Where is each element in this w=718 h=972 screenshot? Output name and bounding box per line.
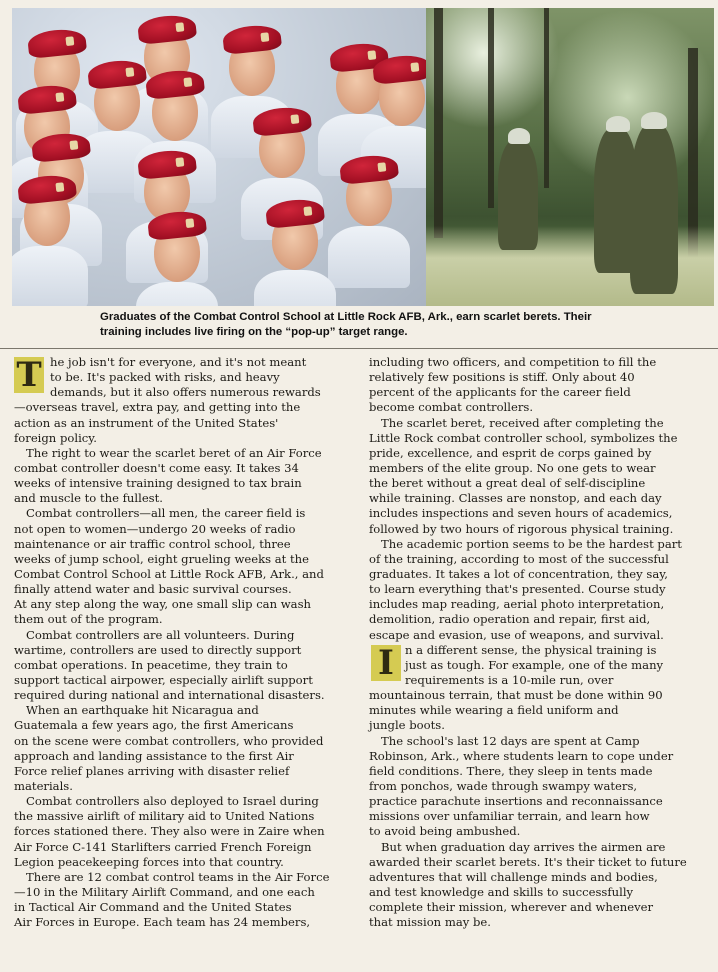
divider xyxy=(0,348,718,349)
text-line: to be. It's packed with risks, and heavy xyxy=(50,370,280,385)
article-column-left xyxy=(14,355,364,930)
drop-cap: I xyxy=(371,645,401,681)
text-line: awarded their scarlet berets. It's their ticket to future xyxy=(369,854,687,869)
text-line: —overseas travel, extra pay, and getting into the xyxy=(14,400,301,415)
text-line: The right to wear the scarlet beret of an Air Force xyxy=(26,445,322,460)
text-line: from ponchos, wade through swampy waters, xyxy=(369,778,638,793)
cadet-figure xyxy=(142,204,212,306)
text-line: Robinson, Ark., where students learn to cope under xyxy=(369,748,674,763)
text-line: approach and landing assistance to the first Air xyxy=(14,748,294,763)
text-line: practice parachute insertions and reconnaissance xyxy=(369,794,663,809)
text-line: Air Force C-141 Starlifters carried French Foreign xyxy=(14,839,312,854)
text-line: Combat controllers—all men, the career field is xyxy=(26,506,306,521)
soldier-figure xyxy=(498,140,538,250)
text-line: wartime, controllers are used to directly support xyxy=(14,642,302,657)
text-line: just as tough. For example, one of the many xyxy=(405,657,664,672)
text-line: he job isn't for everyone, and it's not meant xyxy=(50,355,307,369)
text-line: minutes while wearing a field uniform and xyxy=(369,703,619,718)
text-line: includes map reading, aerial photo interpretation, xyxy=(369,597,665,612)
text-line: Combat controllers are all volunteers. During xyxy=(26,627,295,642)
text-line: members of the elite group. No one gets to wear xyxy=(369,460,656,475)
text-line: them out of the program. xyxy=(14,612,163,627)
text-line: missions over unfamiliar terrain, and learn how xyxy=(369,809,650,824)
text-line: But when graduation day arrives the airmen are xyxy=(381,839,666,854)
caption-line: training includes live firing on the “pop-up” target range. xyxy=(100,326,408,338)
text-line: demands, but it also offers numerous rewards xyxy=(50,385,321,400)
text-line: combat controller doesn't come easy. It takes 34 xyxy=(14,460,299,475)
live-fire-photo xyxy=(426,8,714,306)
text-line: The scarlet beret, received after completing the xyxy=(381,415,664,430)
text-line: that mission may be. xyxy=(369,915,491,930)
text-line: The academic portion seems to be the hardest part xyxy=(381,536,682,551)
text-line: required during national and international disasters. xyxy=(14,688,325,703)
text-line: percent of the applicants for the career field xyxy=(369,385,631,400)
text-line: foreign policy. xyxy=(14,430,97,445)
text-line: field conditions. There, they sleep in tents made xyxy=(369,763,653,778)
text-line: the massive airlift of military aid to United Nations xyxy=(14,809,315,824)
soldier-figure xyxy=(630,124,678,294)
text-line: of the training, according to most of the successful xyxy=(369,551,669,566)
text-line: n a different sense, the physical training is xyxy=(405,642,657,657)
text-line: combat operations. In peacetime, they train to xyxy=(14,657,288,672)
dropcap-paragraph xyxy=(369,643,717,734)
text-line: —10 in the Military Airlift Command, and one each xyxy=(14,884,315,899)
photo-caption xyxy=(100,310,660,340)
text-line: requirements is a 10-mile run, over xyxy=(405,672,614,687)
text-line: Little Rock combat controller school, symbolizes the xyxy=(369,430,678,445)
text-line: complete their mission, wherever and whenever xyxy=(369,900,654,915)
text-line: weeks of intensive training designed to tax brain xyxy=(14,476,302,491)
text-line: while training. Classes are nonstop, and each day xyxy=(369,491,662,506)
text-line: Guatemala a few years ago, the first Americans xyxy=(14,718,294,733)
text-line: support tactical airpower, especially airlift support xyxy=(14,672,313,687)
text-line: and test knowledge and skills to successfully xyxy=(369,884,634,899)
text-line: graduates. It takes a lot of concentration, they say, xyxy=(369,566,668,581)
text-line: At any step along the way, one small slip can wash xyxy=(14,597,311,612)
text-line: followed by two hours of rigorous physical training. xyxy=(369,521,674,536)
text-line: mountainous terrain, that must be done within 90 xyxy=(369,688,663,703)
text-line: finally attend water and basic survival courses. xyxy=(14,582,292,597)
text-line: Force relief planes arriving with disaster relief xyxy=(14,763,290,778)
article-column-right xyxy=(369,355,717,930)
text-line: on the scene were combat controllers, who provided xyxy=(14,733,324,748)
text-line: When an earthquake hit Nicaragua and xyxy=(26,703,259,718)
text-line: the beret without a great deal of self-discipline xyxy=(369,476,646,491)
text-line: to avoid being ambushed. xyxy=(369,824,521,839)
text-line: in Tactical Air Command and the United States xyxy=(14,900,292,915)
text-line: weeks of jump school, eight grueling weeks at the xyxy=(14,551,310,566)
caption-line: Graduates of the Combat Control School at Little Rock AFB, Ark., earn scarlet berets. Their xyxy=(100,311,592,323)
text-line: including two officers, and competition to fill the xyxy=(369,355,657,369)
text-line: Combat controllers also deployed to Israel during xyxy=(26,794,319,809)
text-line: not open to women—undergo 20 weeks of radio xyxy=(14,521,296,536)
text-line: materials. xyxy=(14,778,73,793)
text-line: adventures that will challenge minds and bodies, xyxy=(369,869,658,884)
text-line: The school's last 12 days are spent at Camp xyxy=(381,733,640,748)
text-line: to learn everything that's presented. Course study xyxy=(369,582,666,597)
text-line: and muscle to the fullest. xyxy=(14,491,163,506)
text-line: There are 12 combat control teams in the Air Force xyxy=(26,869,330,884)
text-line: relatively few positions is stiff. Only about 40 xyxy=(369,370,635,385)
text-line: includes inspections and seven hours of academics, xyxy=(369,506,673,521)
cadets-photo xyxy=(12,8,426,306)
cadet-figure xyxy=(12,168,82,288)
cadet-figure xyxy=(260,192,330,306)
text-line: jungle boots. xyxy=(369,718,445,733)
text-line: Legion peacekeeping forces into that country. xyxy=(14,854,284,869)
text-line: forces stationed there. They also were in Zaire when xyxy=(14,824,325,839)
text-line: demolition, radio operation and repair, first aid, xyxy=(369,612,651,627)
text-line: maintenance or air traffic control school, three xyxy=(14,536,291,551)
cadet-figure xyxy=(334,148,404,268)
drop-cap: T xyxy=(14,357,44,393)
text-line: escape and evasion, use of weapons, and survival. xyxy=(369,627,664,642)
text-line: become combat controllers. xyxy=(369,400,534,415)
text-line: Air Forces in Europe. Each team has 24 members, xyxy=(14,915,311,930)
text-line: action as an instrument of the United States' xyxy=(14,415,279,430)
text-line: Combat Control School at Little Rock AFB, Ark., and xyxy=(14,566,324,581)
text-line: pride, excellence, and esprit de corps gained by xyxy=(369,445,652,460)
